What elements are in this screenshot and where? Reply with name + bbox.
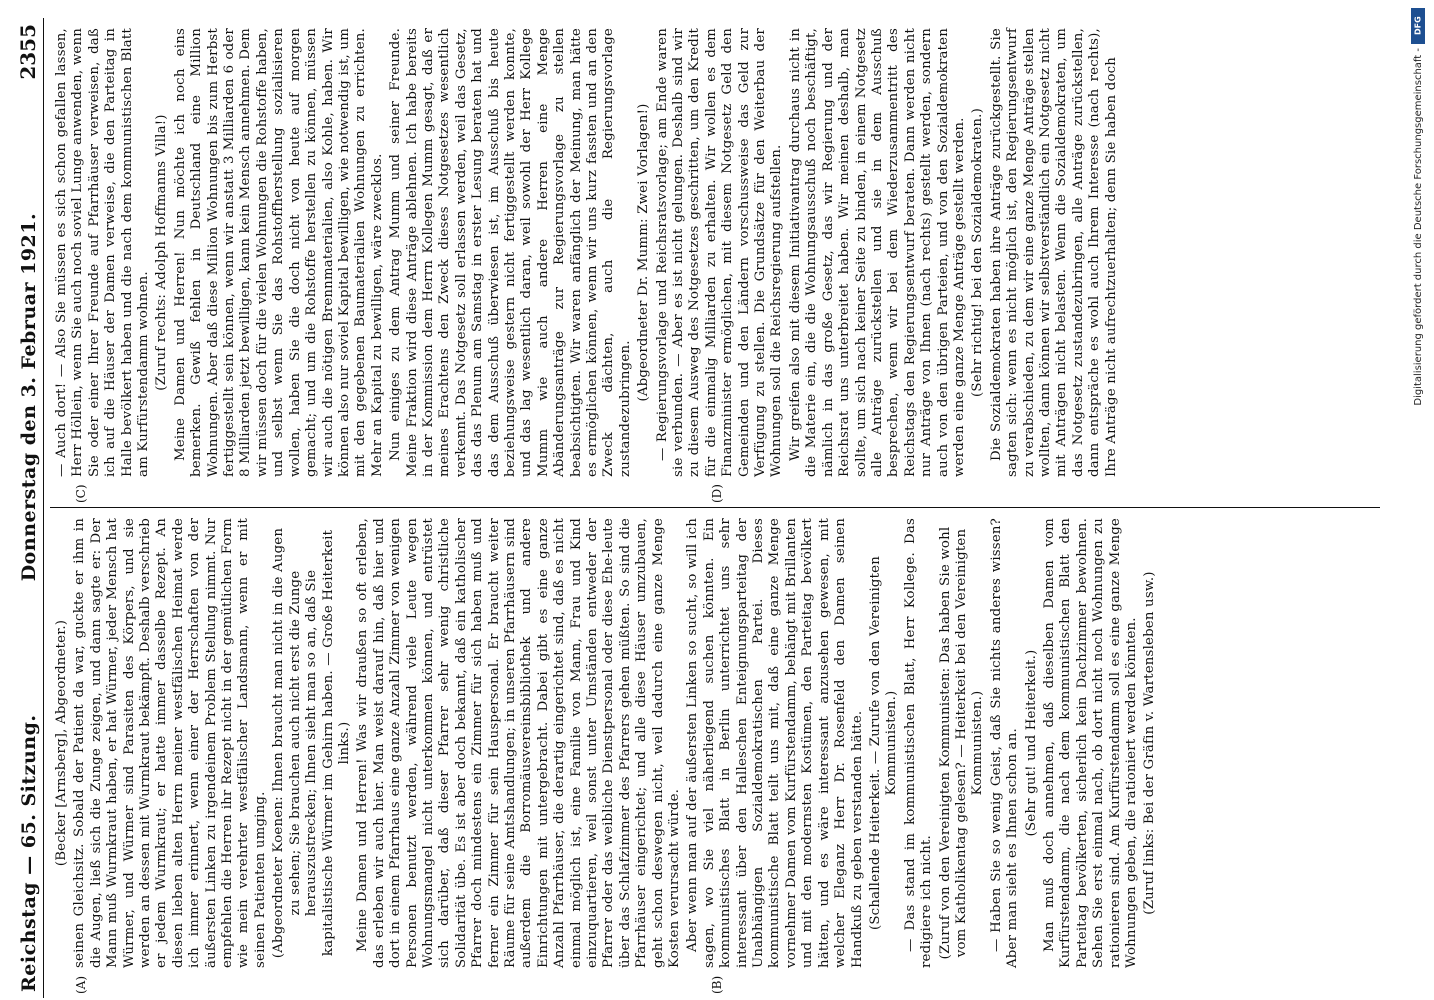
- interjection: (Abgeordneter Dr. Mumm: Zwei Vorlagen!): [636, 103, 652, 402]
- dfg-logo: DFG: [1411, 8, 1425, 44]
- paragraph: Meine Damen und Herren! Was wir draußen so oft erleben, das erleben wir auch hier. Man weist darauf hin, daß hier und dort in einem Pfarrhaus eine ganze Anzahl Zimmer von wenigen Personen benutzt werden, während viele Leute wegen Wohnungsmangel nicht unterkommen können, und entrüstet sich darüber, daß dieser Pfarrer sehr wenig christliche Solidarität übe. Es ist aber doch bekannt, daß ein katholischer Pfarrer doch mindestens ein Zimmer für sich haben muß und ferner ein Zimmer für sein Hauspersonal. Er braucht weiter Räume für seine Amtshandlungen; in unseren Pfarrhäusern sind außerdem die Borromäusvereinsbibliothek und andere Einrichtungen mit untergebracht. Dabei gibt es eine ganze Anzahl Pfarrhäuser, die derartig eingerichtet sind, daß es nicht einmal möglich ist, eine Familie von Mann, Frau und Kind einzuquartieren, weil sonst unter Umständen entweder der Pfarrer oder das weibliche Dienstpersonal oder diese Ehe-leute über das Schlafzimmer des Pfarrers gehen müßten. So sind die Pfarrhäuser eingerichtet; und alle diese Häuser umzubauen, geht schon deswegen nicht, weil dadurch eine ganze Menge Kosten verursacht würde.: [355, 518, 683, 968]
- paragraph: Die Sozialdemokraten haben ihre Anträge zurückgestellt. Sie sagten sich: wenn es nicht möglich ist, den Regierungsentwurf zu verabschieden, zu dem wir eine ganze Menge Anträge stellen wollten, dann können wir selbstverständlich ein Notgesetz nicht mit Anträgen nicht belasten. Wenn die Sozialdemokraten, um das Notgesetz zustandezubringen, alle Anträge zurückstellen, dann entspräche es wohl auch Ihrem Interesse (nach rechts), Ihre Anträge nicht aufrechtzuerhalten; denn Sie haben doch: [988, 28, 1119, 477]
- funding-credit-text: Digitalisierung gefördert durch die Deutsche Forschungsgemeinschaft -: [1412, 48, 1424, 406]
- interjection: (Sehr gut! und Heiterkeit.): [1023, 649, 1039, 837]
- paragraph: Aber wenn man auf der äußersten Linken so sucht, so will ich sagen, wo Sie viel näherliegend suchen könnten. Ein kommunistisches Blatt in Berlin unterrichtet uns sehr interessant über den Halleschen Enteignungsparteitag der Unabhängigen Sozialdemokratischen Partei. Dieses kommunistische Blatt teilt uns mit, daß eine ganze Menge vornehmer Damen vom Kurfürstendamm, behängt mit Brillanten und mit den modernsten Kostümen, den Parteitag bevölkert hätten, und es wäre interessant anzusehen gewesen, mit welcher Eleganz Herr Dr. Rosenfeld den Damen seinen Handkuß zu geben verstanden hätte.: [685, 518, 865, 968]
- margin-marker-a: (A): [74, 975, 88, 994]
- margin-marker-b: (B): [710, 975, 724, 994]
- paragraph: — Auch dort! — Also Sie müssen es sich schon gefallen lassen, Herr Höllein, wenn Sie auch noch soviel Lunge anwenden, wenn Sie oder einer Ihrer Freunde auf Pfarrhäuser verweisen, daß ich auf die Häuser der Damen verweise, die den Parteitag in Halle bevölkert haben und die nach dem kommunistischen Blatt am Kurfürstendamm wohnen.: [54, 28, 152, 477]
- margin-marker-d: (D): [710, 484, 724, 503]
- paragraph: — Das stand im kommunistischen Blatt, Herr Kollege. Das redigiere ich nicht.: [902, 518, 935, 968]
- interjection: (Zuruf von den Vereinigten Kommunisten: Das haben Sie wohl vom Katholikentag gelesen? — Heiterkeit bei den Vereinigten Kommunisten.): [937, 526, 986, 960]
- paragraph: Meine Damen und Herren! Nun möchte ich noch eins bemerken. Gewiß fehlen in Deutschland eine Million Wohnungen. Aber daß diese Million Wohnungen bis zum Herbst fertiggestellt sein können, wenn wir anstatt 3 Milliarden 6 oder 8 Milliarden jetzt bewilligen, kann kein Mensch annehmen. Dem wir müssen doch für die vielen Wohnungen die Rohstoffe haben, und selbst wenn Sie das Rohstoffherstellung sozialisieren wollen, haben Sie die doch nicht von heute auf morgen gemacht; und um die Rohstoffe herstellen zu können, müssen wir auch die nötigen Brennmaterialien, also Kohle, haben. Wir können also nur soviel Kapital bewilligen, wie notwendig ist, um mit den gegebenen Baumaterialien Wohnungen zu errichten. Mehr an Kapital zu bewilligen, wäre zwecklos.: [172, 28, 385, 477]
- interjection: (Abgeordneter Koenen: Ihnen braucht man nicht in die Augen zu sehen; Sie brauchen auch nicht erst die Zunge herauszustrecken; Ihnen sieht man so an, daß Sie kapitalistische Würmer im Gehirn haben. — Große Heiterkeit links.): [271, 527, 352, 959]
- right-column: [50, 18, 1380, 508]
- paragraph: Nun einiges zu dem Antrag Mumm und seiner Freunde. Meine Fraktion wird diese Anträge ablehnen. Ich habe bereits in der Kommission dem Herrn Kollegen Mumm gesagt, daß er meines Erachtens den Zweck dieses Notgesetzes wesentlich verkennt. Das Notgesetz soll erlassen werden, weil das Gesetz, das das Plenum am Samstag in erster Lesung beraten hat und das dem Ausschuß überwiesen ist, im Ausschuß bis heute beziehungsweise gestern nicht fertiggestellt werden konnte, und das lag wesentlich daran, weil sowohl der Herr Kollege Mumm wie auch andere Herren eine Menge Abänderungsanträge zur Regierungsvorlage zu stellen beabsichtigten. Wir waren anfänglich der Meinung, man hätte es ermöglichen können, wenn wir uns kurz fassten und an den Zweck dächten, auch die Regierungsvorlage zustandezubringen.: [388, 28, 633, 477]
- page-header: [10, 18, 44, 998]
- interjection: (Zuruf links: Bei der Gräfin v. Wartensleben usw.): [1142, 571, 1158, 915]
- digitization-credit: [1408, 8, 1428, 992]
- header-session: Reichstag — 65. Sitzung.: [18, 714, 40, 992]
- margin-marker-c: (C): [74, 484, 88, 503]
- interjection: (Sehr richtig! bei den Sozialdemokraten.): [970, 108, 986, 397]
- header-date: Donnerstag den 3. Februar 1921.: [18, 212, 40, 582]
- paragraph: — Regierungsvorlage und Reichsratsvorlage; am Ende waren sie verbunden. — Aber es ist nicht gelungen. Deshalb sind wir zu diesem Ausweg des Notgesetzes geschritten, um den Kredit für die einmalig Milliarden zu erhalten. Wir wollen es dem Finanzminister ermöglichen, mit diesem Notgesetz Geld den Gemeinden und den Ländern vorschussweise das Geld zur Verfügung zu stellen. Die Grundsätze für den Weiterbau der Wohnungen soll die Reichsregierung aufstellen.: [654, 28, 785, 477]
- scanned-page: [10, 18, 1395, 998]
- interjection: (Zuruf rechts: Adolph Hoffmanns Villa!): [154, 114, 170, 391]
- paragraph: seinen Gleichsitz. Sobald der Patient da war, guckte er ihm in die Augen, ließ sich die Zunge zeigen, und dann sagte er: Der Mann muß Wurmkraut haben, er hat Würmer, jeder Mensch hat Würmer, und Würmer sind Parasiten des Körpers, und sie werden an dessen mit Wurmkraut bekämpft. Deshalb verschrieb er jedem Wurmkraut; er hatte immer dasselbe Rezept. An diesen lieben alten Herrn meiner westfälischen Heimat werde ich immer erinnert, wenn einer der Herrschaften von der äußersten Linken zu irgendeinem Problem Stellung nimmt. Nur empfehlen die Herren ihr Rezept nicht in der gemütlichen Form wie mein verehrter westfälischer Landsmann, wenn er mit seinen Patienten umging.: [72, 518, 268, 968]
- interjection: (Schallende Heiterkeit. — Zurufe von den Vereinigten Kommunisten.): [867, 555, 900, 931]
- text-columns: [50, 18, 1380, 998]
- paragraph: Wir greifen also mit diesem Initiativantrag durchaus nicht in die Materie ein, die die Wohnungsausschuß noch beschäftigt, nämlich in das große Gesetz, das wir Regierung und der Reichsrat uns unterbreitet haben. Wir meinen deshalb, man sollte, um sich nach keiner Seite zu binden, in einem Notgesetz alle Anträge zurückstellen und sie in dem Ausschuß besprechen, wenn wir bei dem Wiederzusammentritt des Reichstags den Regierungsentwurf beraten. Dann werden nicht nur Anträge von Ihnen (nach rechts) gestellt werden, sondern auch von den übrigen Parteien, und von den Sozialdemokraten werden eine ganze Menge Anträge gestellt werden.: [787, 28, 967, 477]
- paragraph: Man muß doch annehmen, daß dieselben Damen vom Kurfürstendamm, die nach dem kommunistischen Blatt den Parteitag bevölkerten, sicherlich kein Dachzimmer bewohnen. Sehen Sie erst einmal nach, ob dort nicht noch Wohnungen zu rationieren sind. Am Kurfürstendamm soll es eine ganze Menge Wohnungen geben, die rationiert werden könnten.: [1041, 518, 1139, 968]
- page-number: 2355: [16, 24, 40, 80]
- paragraph: — Haben Sie so wenig Geist, daß Sie nichts anderes wissen? Aber man sieht es Ihnen schon an.: [988, 518, 1021, 968]
- left-column: [50, 508, 1380, 998]
- speaker-line: (Becker [Arnsberg], Abgeordneter.): [54, 619, 69, 867]
